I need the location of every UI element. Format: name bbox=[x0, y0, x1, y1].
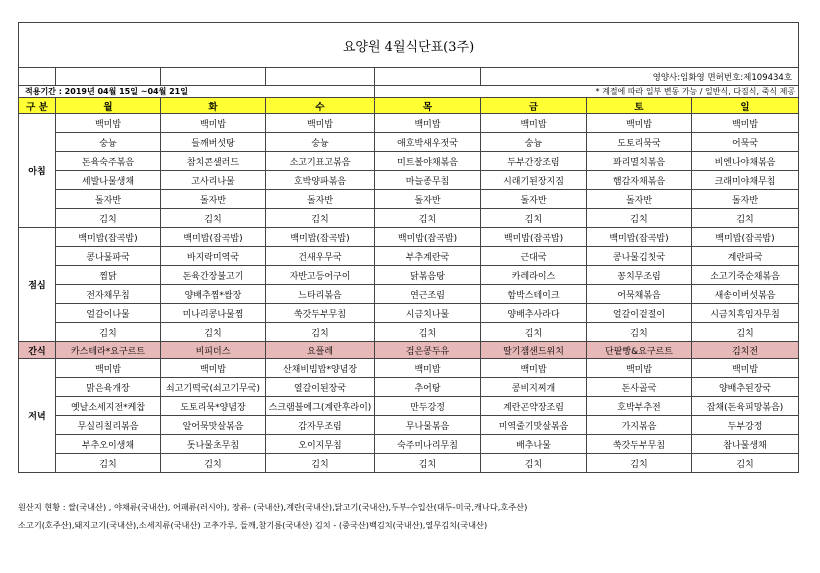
menu-item: 얼갈이겉절이 bbox=[587, 304, 692, 323]
lunch-row bbox=[19, 247, 799, 266]
menu-item: 김치 bbox=[481, 323, 587, 342]
menu-item: 부추오이생채 bbox=[56, 435, 161, 454]
menu-item: 김치 bbox=[692, 209, 799, 228]
dinner-row bbox=[19, 435, 799, 454]
menu-item: 계란파국 bbox=[692, 247, 799, 266]
menu-item: 돌자반 bbox=[266, 190, 375, 209]
breakfast-row bbox=[19, 114, 799, 133]
lunch-row bbox=[19, 323, 799, 342]
menu-item: 자반고등어구이 bbox=[266, 266, 375, 285]
day-header: 금 bbox=[481, 98, 587, 114]
dinner-label: 저녁 bbox=[19, 359, 56, 473]
dinner-row bbox=[19, 359, 799, 378]
snack-item: 딸기잼샌드위치 bbox=[481, 342, 587, 359]
menu-item: 꽁치무조림 bbox=[587, 266, 692, 285]
origin-line-1: 원산지 현황 : 쌀(국내산) , 야채류(국내산), 어패류(러시아), 장류- (국내산),계란(국내산),닭고기(국내산),두부-수입산(대두-미국,캐나다,호주산) bbox=[18, 502, 528, 512]
menu-item: 백미밥 bbox=[56, 359, 161, 378]
menu-item: 숭늉 bbox=[56, 133, 161, 152]
dinner-row bbox=[19, 378, 799, 397]
menu-item: 백미밥 bbox=[56, 114, 161, 133]
menu-item: 크래미야채무침 bbox=[692, 171, 799, 190]
menu-item: 쇠고기떡국(쇠고기무국) bbox=[161, 378, 266, 397]
menu-item: 백미밥 bbox=[266, 114, 375, 133]
snack-item: 카스테라*요구르트 bbox=[56, 342, 161, 359]
menu-item: 햄감자채볶음 bbox=[587, 171, 692, 190]
menu-item: 고사리나물 bbox=[161, 171, 266, 190]
menu-item: 백미밥 bbox=[375, 114, 481, 133]
menu-item: 김치 bbox=[692, 323, 799, 342]
lunch-row bbox=[19, 304, 799, 323]
menu-item: 두부간장조림 bbox=[481, 152, 587, 171]
menu-item: 소고기표고볶음 bbox=[266, 152, 375, 171]
menu-item: 김치 bbox=[56, 454, 161, 473]
menu-item: 김치 bbox=[375, 323, 481, 342]
menu-item: 도토리묵국 bbox=[587, 133, 692, 152]
menu-item: 알어묵맛살볶음 bbox=[161, 416, 266, 435]
breakfast-row bbox=[19, 190, 799, 209]
menu-item: 김치 bbox=[375, 209, 481, 228]
snack-item: 김치전 bbox=[692, 342, 799, 359]
menu-item: 백미밥 bbox=[161, 114, 266, 133]
breakfast-row bbox=[19, 171, 799, 190]
menu-item: 김치 bbox=[161, 323, 266, 342]
menu-item: 건새우무국 bbox=[266, 247, 375, 266]
menu-item: 세발나물생채 bbox=[56, 171, 161, 190]
menu-item: 백미밥(잡곡밥) bbox=[587, 228, 692, 247]
menu-item: 양배추된장국 bbox=[692, 378, 799, 397]
period-text: 적용기간 : 2019년 04월 15일 ~04월 21일 bbox=[19, 86, 375, 98]
category-header: 구 분 bbox=[19, 98, 56, 114]
snack-item: 검은콩두유 bbox=[375, 342, 481, 359]
menu-item: 어묵국 bbox=[692, 133, 799, 152]
menu-item: 들깨버섯탕 bbox=[161, 133, 266, 152]
menu-item: 함박스테이크 bbox=[481, 285, 587, 304]
menu-item: 백미밥(잡곡밥) bbox=[56, 228, 161, 247]
menu-item: 계란곤약장조림 bbox=[481, 397, 587, 416]
day-header: 수 bbox=[266, 98, 375, 114]
menu-item: 돌자반 bbox=[587, 190, 692, 209]
menu-item: 김치 bbox=[481, 209, 587, 228]
snack-item: 비피더스 bbox=[161, 342, 266, 359]
day-header: 월 bbox=[56, 98, 161, 114]
menu-item: 양배추사라다 bbox=[481, 304, 587, 323]
day-header: 토 bbox=[587, 98, 692, 114]
day-header: 목 bbox=[375, 98, 481, 114]
menu-item: 소고기죽순채볶음 bbox=[692, 266, 799, 285]
menu-item: 백미밥(잡곡밥) bbox=[481, 228, 587, 247]
menu-item: 바지락미역국 bbox=[161, 247, 266, 266]
nutritionist-info: 영양사:임화영 면허번호:제109434호 bbox=[481, 68, 799, 86]
snack-item: 요플레 bbox=[266, 342, 375, 359]
menu-item: 백미밥 bbox=[161, 359, 266, 378]
menu-item: 감자무조림 bbox=[266, 416, 375, 435]
menu-item: 미나리콩나물찜 bbox=[161, 304, 266, 323]
menu-item: 숭늉 bbox=[481, 133, 587, 152]
menu-item: 백미밥 bbox=[481, 114, 587, 133]
lunch-label: 점심 bbox=[19, 228, 56, 342]
menu-item: 가지볶음 bbox=[587, 416, 692, 435]
menu-item: 돌자반 bbox=[481, 190, 587, 209]
menu-item: 김치 bbox=[56, 323, 161, 342]
menu-item: 전자채무침 bbox=[56, 285, 161, 304]
snack-item: 단팥빵&요구르트 bbox=[587, 342, 692, 359]
breakfast-row bbox=[19, 152, 799, 171]
dinner-row bbox=[19, 416, 799, 435]
menu-item: 돌자반 bbox=[56, 190, 161, 209]
header-row bbox=[19, 98, 799, 114]
menu-item: 백미밥(잡곡밥) bbox=[266, 228, 375, 247]
menu-item: 백미밥(잡곡밥) bbox=[161, 228, 266, 247]
menu-item: 백미밥 bbox=[692, 359, 799, 378]
day-header: 화 bbox=[161, 98, 266, 114]
menu-item: 무실리칠리볶음 bbox=[56, 416, 161, 435]
menu-item: 찜닭 bbox=[56, 266, 161, 285]
menu-item: 쑥갓두부무침 bbox=[266, 304, 375, 323]
menu-item: 돈육간장불고기 bbox=[161, 266, 266, 285]
menu-item: 맑은육개장 bbox=[56, 378, 161, 397]
day-header: 일 bbox=[692, 98, 799, 114]
menu-item: 백미밥 bbox=[587, 114, 692, 133]
menu-item: 얼갈이나물 bbox=[56, 304, 161, 323]
menu-item: 돌자반 bbox=[161, 190, 266, 209]
menu-item: 시래기된장지짐 bbox=[481, 171, 587, 190]
menu-item: 도토리묵*양념장 bbox=[161, 397, 266, 416]
menu-item: 애호박새우젓국 bbox=[375, 133, 481, 152]
menu-item: 부추계란국 bbox=[375, 247, 481, 266]
menu-item: 돈사골국 bbox=[587, 378, 692, 397]
menu-item: 김치 bbox=[266, 454, 375, 473]
menu-item: 호박양파볶음 bbox=[266, 171, 375, 190]
menu-item: 비엔나야채볶음 bbox=[692, 152, 799, 171]
origin-footer bbox=[18, 498, 527, 534]
menu-item: 김치 bbox=[161, 454, 266, 473]
menu-item: 김치 bbox=[587, 209, 692, 228]
menu-item: 오이지무침 bbox=[266, 435, 375, 454]
menu-item: 두부강정 bbox=[692, 416, 799, 435]
menu-item: 새송이버섯볶음 bbox=[692, 285, 799, 304]
menu-item: 백미밥(잡곡밥) bbox=[692, 228, 799, 247]
dinner-row bbox=[19, 454, 799, 473]
menu-table bbox=[18, 22, 799, 473]
menu-item: 스크램블에그(계란후라이) bbox=[266, 397, 375, 416]
menu-item: 꽈리멸치볶음 bbox=[587, 152, 692, 171]
menu-item: 호박부추전 bbox=[587, 397, 692, 416]
lunch-row bbox=[19, 266, 799, 285]
menu-item: 무나물볶음 bbox=[375, 416, 481, 435]
menu-item: 김치 bbox=[587, 454, 692, 473]
menu-item: 양배추찜*쌈장 bbox=[161, 285, 266, 304]
menu-item: 돈육숙주볶음 bbox=[56, 152, 161, 171]
menu-item: 참나물생채 bbox=[692, 435, 799, 454]
menu-item: 미역줄기맛살볶음 bbox=[481, 416, 587, 435]
breakfast-label: 아침 bbox=[19, 114, 56, 228]
menu-item: 돗나물초무침 bbox=[161, 435, 266, 454]
menu-item: 백미밥 bbox=[481, 359, 587, 378]
page-title: 요양원 4월식단표(3주) bbox=[19, 23, 799, 68]
menu-item: 연근조림 bbox=[375, 285, 481, 304]
menu-item: 백미밥 bbox=[692, 114, 799, 133]
menu-item: 김치 bbox=[375, 454, 481, 473]
snack-label: 간식 bbox=[19, 342, 56, 359]
menu-item: 숭늉 bbox=[266, 133, 375, 152]
menu-item: 배추나물 bbox=[481, 435, 587, 454]
menu-item: 김치 bbox=[587, 323, 692, 342]
menu-item: 시금치나물 bbox=[375, 304, 481, 323]
menu-item: 근대국 bbox=[481, 247, 587, 266]
menu-item: 열갈이된장국 bbox=[266, 378, 375, 397]
menu-item: 김치 bbox=[481, 454, 587, 473]
menu-item: 돌자반 bbox=[692, 190, 799, 209]
menu-item: 콩비지찌개 bbox=[481, 378, 587, 397]
dinner-row bbox=[19, 397, 799, 416]
notice-text: * 계절에 따라 일부 변동 가능 / 일반식, 다짐식, 죽식 제공 bbox=[375, 86, 799, 98]
snack-row bbox=[19, 342, 799, 359]
menu-item: 산채비빔밥*양념장 bbox=[266, 359, 375, 378]
menu-item: 돌자반 bbox=[375, 190, 481, 209]
menu-item: 백미밥 bbox=[587, 359, 692, 378]
lunch-row bbox=[19, 285, 799, 304]
menu-item: 김치 bbox=[266, 209, 375, 228]
menu-sheet bbox=[18, 22, 798, 473]
menu-item: 백미밥(잡곡밥) bbox=[375, 228, 481, 247]
menu-item: 콩나물김칫국 bbox=[587, 247, 692, 266]
lunch-row bbox=[19, 228, 799, 247]
menu-item: 어묵채볶음 bbox=[587, 285, 692, 304]
menu-item: 옛날소세지전*케찹 bbox=[56, 397, 161, 416]
menu-item: 콩나물파국 bbox=[56, 247, 161, 266]
menu-item: 잡채(돈육피망볶음) bbox=[692, 397, 799, 416]
menu-item: 백미밥 bbox=[375, 359, 481, 378]
breakfast-row bbox=[19, 133, 799, 152]
menu-item: 김치 bbox=[56, 209, 161, 228]
menu-item: 김치 bbox=[692, 454, 799, 473]
menu-item: 김치 bbox=[161, 209, 266, 228]
menu-item: 시금치흑임자무침 bbox=[692, 304, 799, 323]
menu-item: 마늘종무침 bbox=[375, 171, 481, 190]
menu-item: 쑥갓두부무침 bbox=[587, 435, 692, 454]
origin-line-2: 소고기(호주산),돼지고기(국내산),소세지류(국내산) 고추가루, 들깨,참기름(국내산) 김치 - (중국산)백김치(국내산),열무김치(국내산) bbox=[18, 520, 488, 530]
menu-item: 만두강정 bbox=[375, 397, 481, 416]
menu-item: 숙주미나리무침 bbox=[375, 435, 481, 454]
breakfast-row bbox=[19, 209, 799, 228]
menu-item: 김치 bbox=[266, 323, 375, 342]
menu-item: 참치콘샐러드 bbox=[161, 152, 266, 171]
menu-item: 카레라이스 bbox=[481, 266, 587, 285]
menu-item: 추어탕 bbox=[375, 378, 481, 397]
menu-item: 미트볼야채볶음 bbox=[375, 152, 481, 171]
menu-item: 느타리볶음 bbox=[266, 285, 375, 304]
menu-item: 닭볶음탕 bbox=[375, 266, 481, 285]
